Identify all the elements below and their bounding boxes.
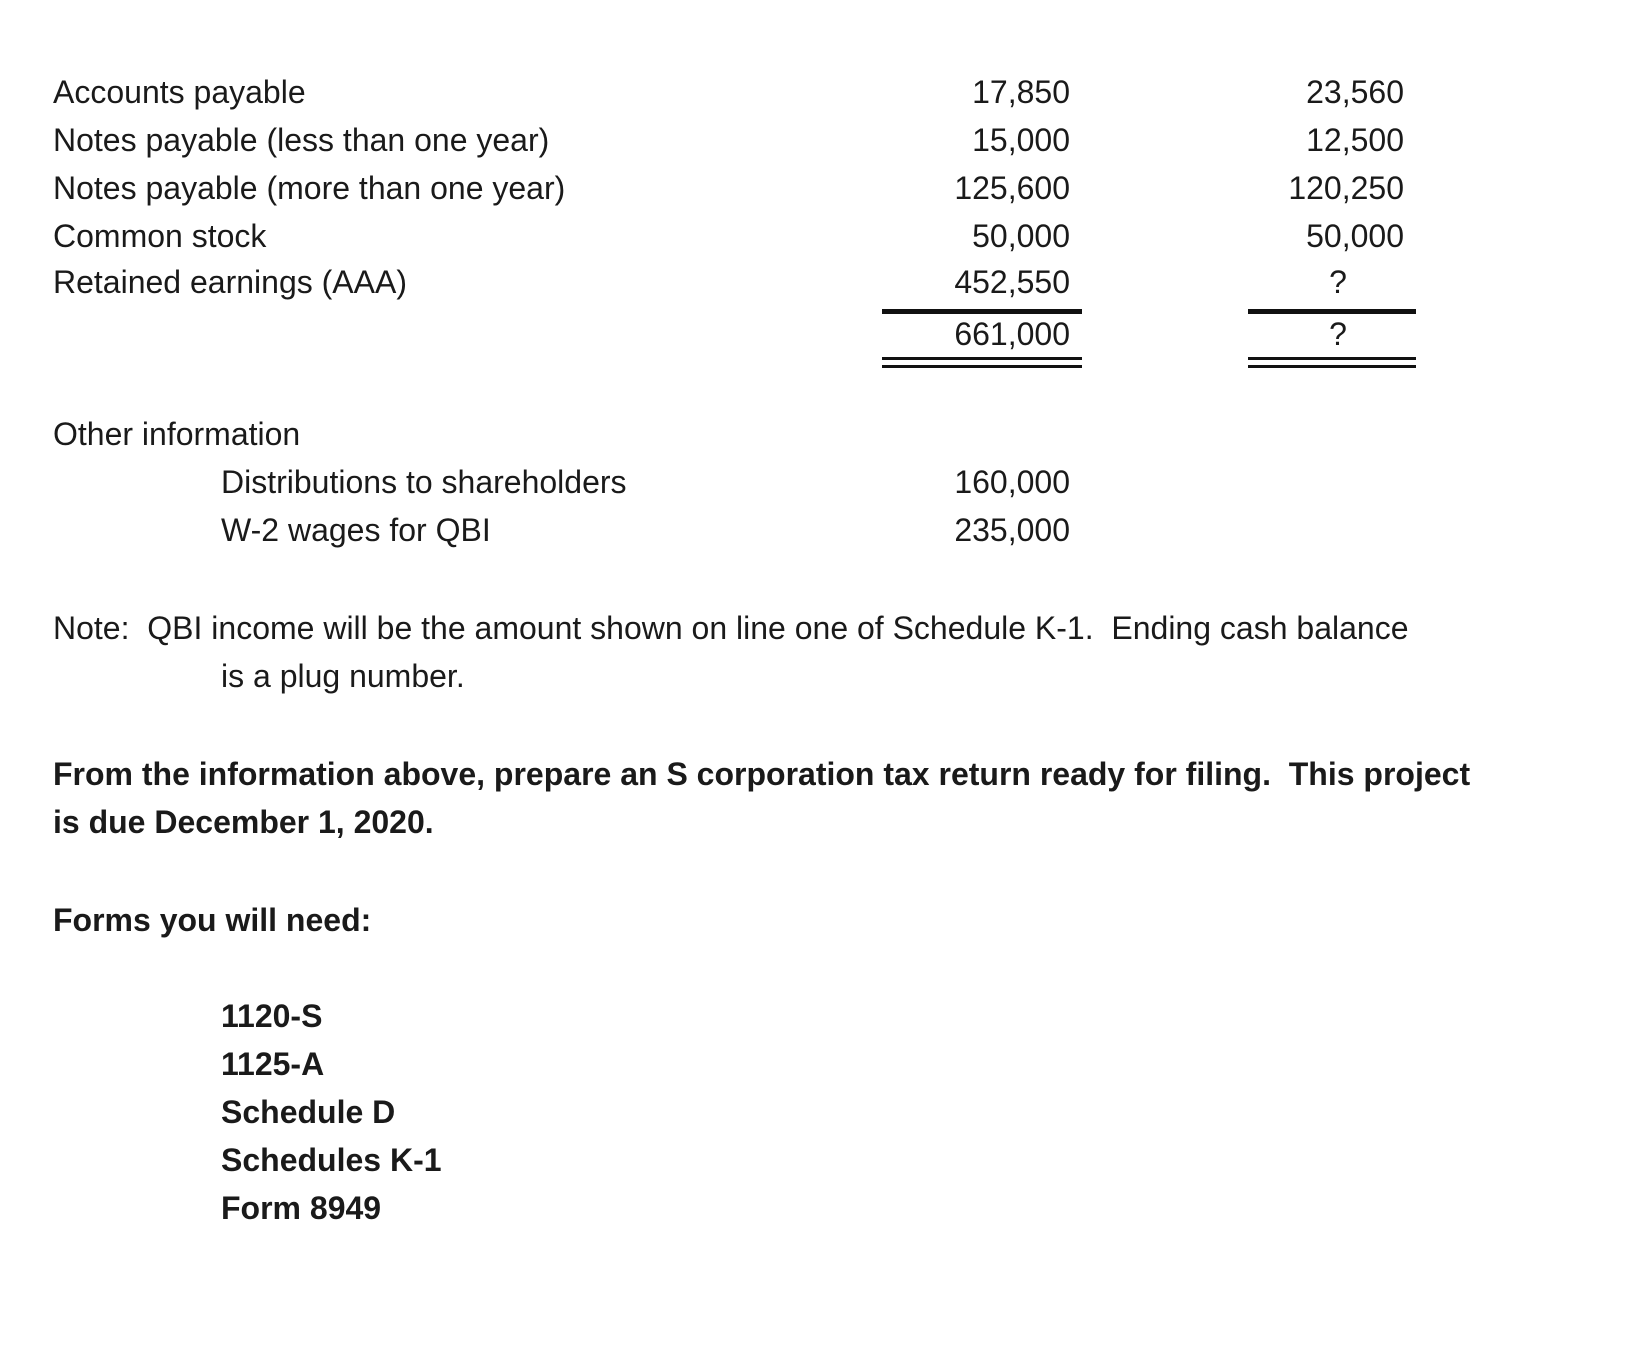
total-double-rule (882, 365, 1082, 368)
note-line-2: is a plug number. (221, 658, 465, 694)
other-info-label: W-2 wages for QBI (221, 512, 491, 548)
row-value-col1: 125,600 (954, 170, 1070, 206)
row-value-col1: 15,000 (972, 122, 1070, 158)
form-item: Schedules K-1 (221, 1142, 442, 1178)
form-item: 1125-A (221, 1046, 325, 1082)
row-label-notes-payable-long: Notes payable (more than one year) (53, 170, 566, 206)
total-double-rule (1248, 357, 1416, 360)
other-info-label: Distributions to shareholders (221, 464, 627, 500)
row-label-accounts-payable: Accounts payable (53, 74, 306, 110)
other-info-value: 160,000 (954, 464, 1070, 500)
other-information-heading: Other information (53, 416, 301, 452)
row-label-common-stock: Common stock (53, 218, 267, 254)
row-value-col1: 452,550 (954, 264, 1070, 300)
row-value-col2: ? (1329, 264, 1347, 300)
forms-heading: Forms you will need: (53, 902, 372, 938)
row-value-col2: 12,500 (1306, 122, 1404, 158)
row-value-col1: 50,000 (972, 218, 1070, 254)
row-value-col2: 50,000 (1306, 218, 1404, 254)
total-value-col1: 661,000 (954, 316, 1070, 352)
row-value-col2: 23,560 (1306, 74, 1404, 110)
instruction-line-2: is due December 1, 2020. (53, 804, 434, 840)
row-label-notes-payable-short: Notes payable (less than one year) (53, 122, 550, 158)
note-line-1: Note: QBI income will be the amount shown on line one of Schedule K-1. Ending cash balance (53, 610, 1409, 646)
form-item: Form 8949 (221, 1190, 382, 1226)
form-item: Schedule D (221, 1094, 396, 1130)
total-double-rule (882, 357, 1082, 360)
row-label-retained-earnings: Retained earnings (AAA) (53, 264, 407, 300)
total-double-rule (1248, 365, 1416, 368)
row-value-col1: 17,850 (972, 74, 1070, 110)
instruction-line-1: From the information above, prepare an S corporation tax return ready for filing. This project (53, 756, 1471, 792)
other-info-value: 235,000 (954, 512, 1070, 548)
row-value-col2: 120,250 (1288, 170, 1404, 206)
form-item: 1120-S (221, 998, 323, 1034)
total-value-col2: ? (1329, 316, 1347, 352)
